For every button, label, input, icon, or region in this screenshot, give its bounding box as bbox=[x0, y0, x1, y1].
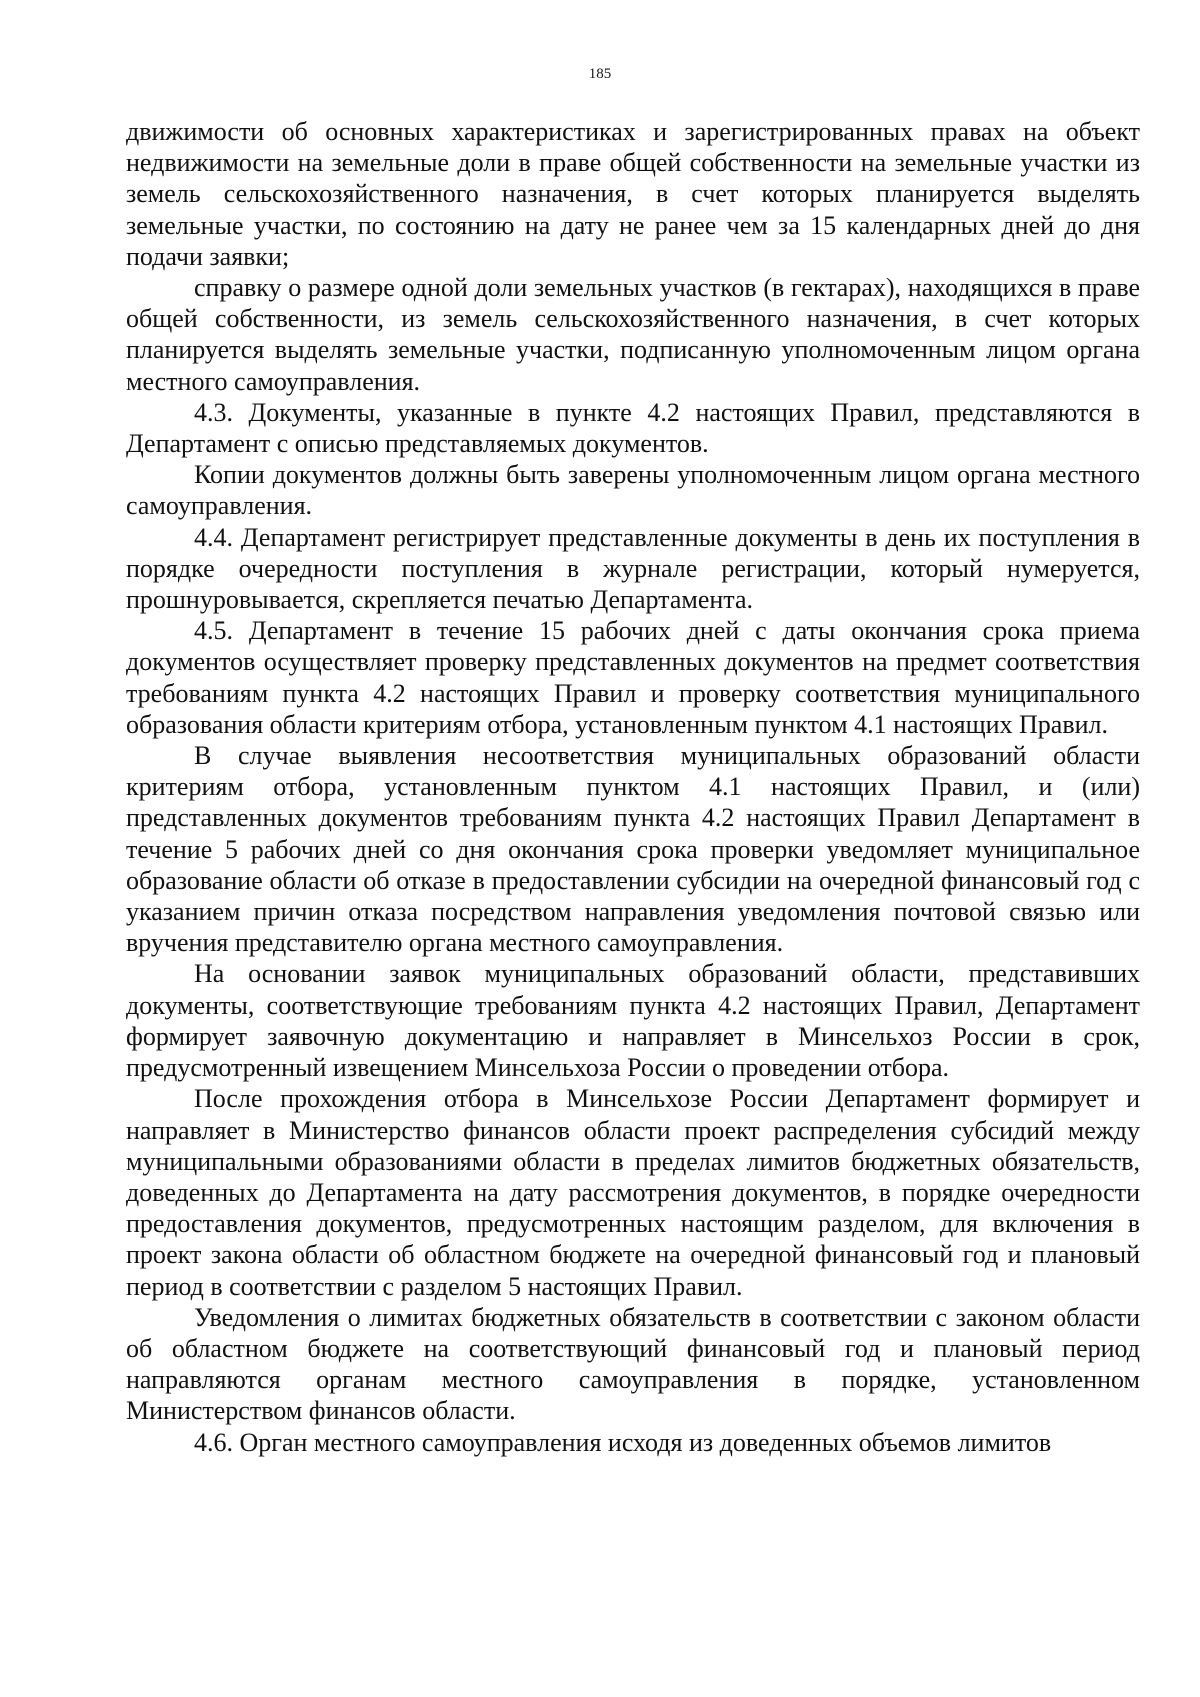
paragraph-nonconformity: В случае выявления несоответствия муниципальных образований области критериям отбора, установленным пунктом 4.1 настоящих Правил, и (или) представленных документов требованиям пункта 4.2 настоящих Правил Департамент в течение 5 рабочих дней со дня окончания срока проверки уведомляет муниципальное образование области об отказе в предоставлении субсидии на очередной финансовый год с указанием причин отказа посредством направления уведомления почтовой связью или вручения представителю органа местного самоуправления. bbox=[126, 741, 1140, 958]
paragraph-4-4: 4.4. Департамент регистрирует представленные документы в день их поступления в порядке очередности поступления в журнале регистрации, который нумеруется, прошнуровывается, скрепляется печатью Департамента. bbox=[126, 522, 1140, 615]
paragraph-after-selection: После прохождения отбора в Минсельхозе России Департамент формирует и направляет в Министерство финансов области проект распределения субсидий между муниципальными образованиями области в пределах лимитов бюджетных обязательств, доведенных до Департамента на дату рассмотрения документов, в порядке очередности предоставления документов, предусмотренных настоящим разделом, для включения в проект закона области об областном бюджете на очередной финансовый год и плановый период в соответствии с разделом 5 настоящих Правил. bbox=[126, 1084, 1140, 1301]
document-body bbox=[126, 116, 1140, 1458]
paragraph-4-5: 4.5. Департамент в течение 15 рабочих дней с даты окончания срока приема документов осуществляет проверку представленных документов на предмет соответствия требованиям пункта 4.2 настоящих Правил и проверку соответствия муниципального образования области критериям отбора, установленным пунктом 4.1 настоящих Правил. bbox=[126, 616, 1140, 739]
paragraph-document-copies: Копии документов должны быть заверены уполномоченным лицом органа местного самоуправления. bbox=[126, 460, 1140, 521]
page-number: 185 bbox=[588, 66, 612, 82]
paragraph-applications: На основании заявок муниципальных образований области, представивших документы, соответствующие требованиям пункта 4.2 настоящих Правил, Департамент формирует заявочную документацию и направляет в Минсельхоз России в срок, предусмотренный извещением Минсельхоза России о проведении отбора. bbox=[126, 959, 1140, 1083]
paragraph-share-size-certificate: справку о размере одной доли земельных участков (в гектарах), находящихся в праве общей собственности, из земель сельскохозяйственного назначения, в счет которых планируется выделять земельные участки, подписанную уполномоченным лицом органа местного самоуправления. bbox=[126, 273, 1140, 396]
paragraph-4-6: 4.6. Орган местного самоуправления исходя из доведенных объемов лимитов bbox=[194, 1427, 1052, 1457]
paragraph-4-3: 4.3. Документы, указанные в пункте 4.2 настоящих Правил, представляются в Департамент с описью представляемых документов. bbox=[126, 397, 1140, 459]
paragraph-continuation: движимости об основных характеристиках и зарегистрированных правах на объект недвижимости на земельные доли в праве общей собственности на земельные участки из земель сельскохозяйственного назначения, в счет которых планируется выделять земельные участки, по состоянию на дату не ранее чем за 15 календарных дней до дня подачи заявки; bbox=[126, 117, 1140, 271]
paragraph-notifications: Уведомления о лимитах бюджетных обязательств в соответствии с законом области об областном бюджете на соответствующий финансовый год и плановый период направляются органам местного самоуправления в порядке, установленном Министерством финансов области. bbox=[126, 1302, 1140, 1426]
